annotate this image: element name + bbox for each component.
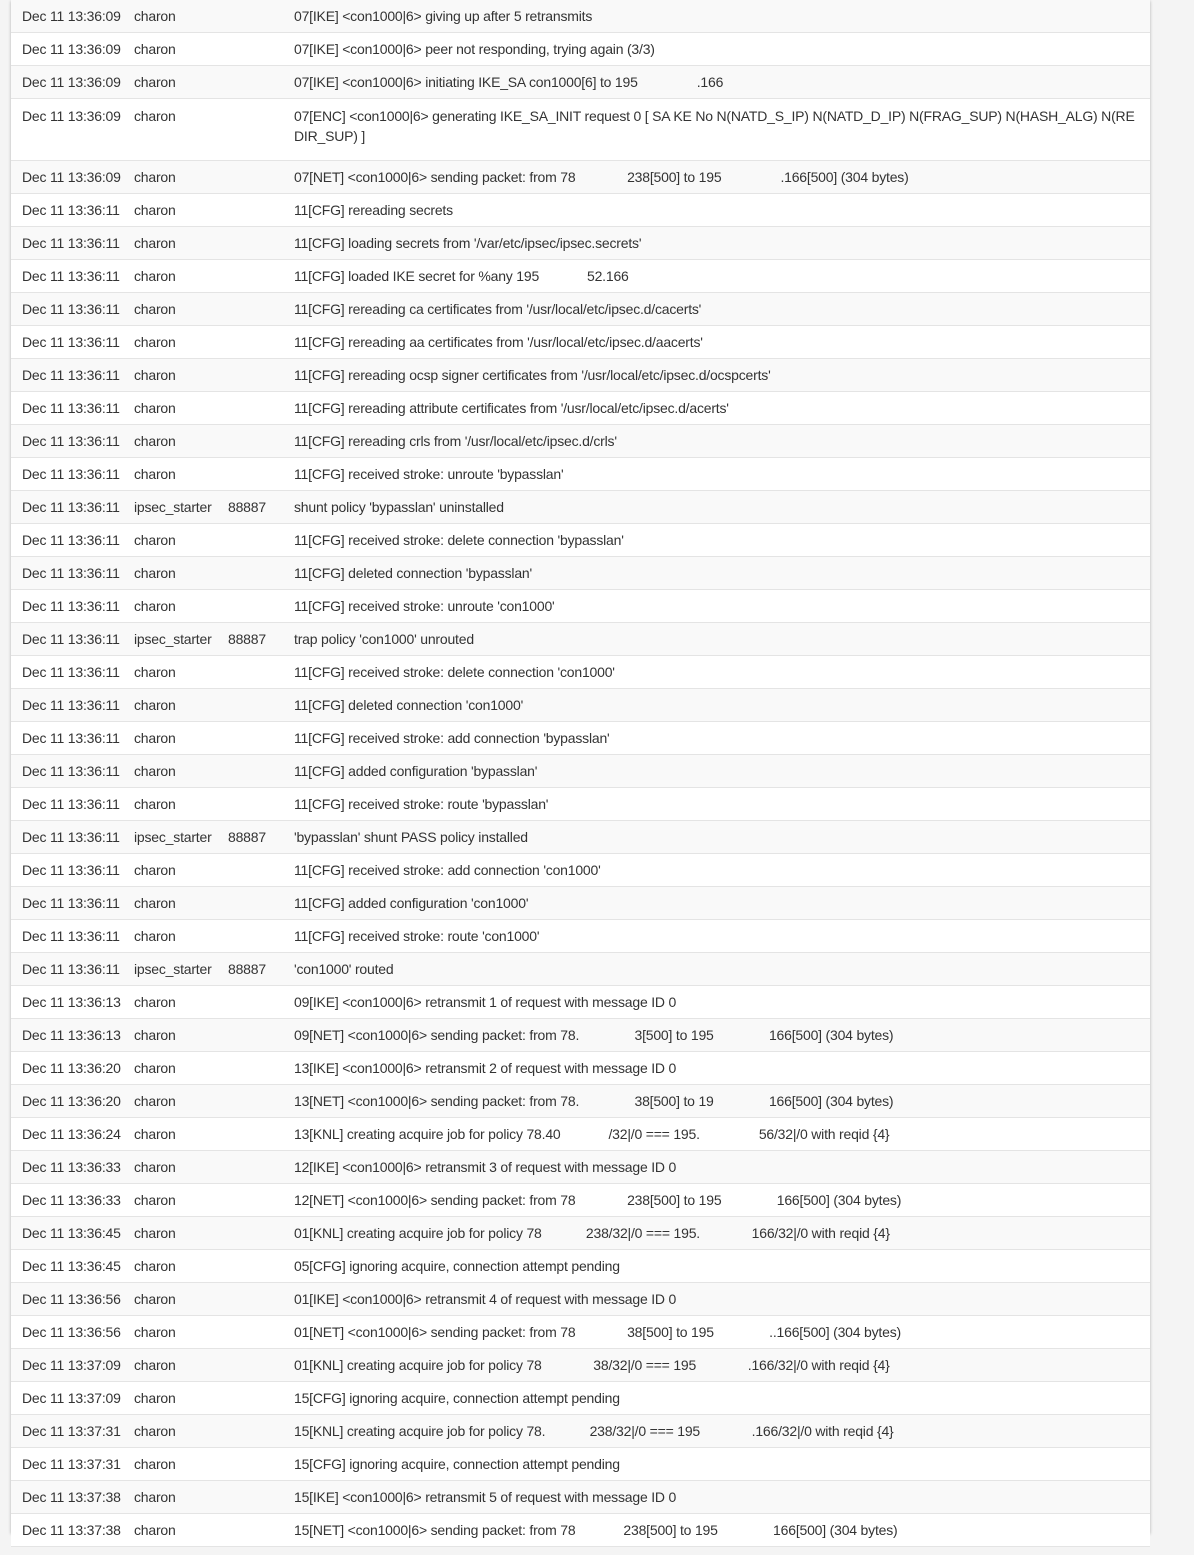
log-row: [11, 33, 1150, 66]
log-pid-cell: [228, 194, 294, 227]
log-panel: [11, 0, 1150, 1538]
log-time-cell: Dec 11 13:36:45: [22, 1258, 121, 1274]
log-time-cell: Dec 11 13:36:11: [22, 301, 120, 317]
log-row: [11, 491, 1150, 524]
log-row: [11, 887, 1150, 920]
log-pid-cell: [228, 1217, 294, 1250]
log-row: [11, 524, 1150, 557]
log-row: [11, 161, 1150, 194]
log-row: [11, 788, 1150, 821]
log-pid-cell: [228, 260, 294, 293]
log-message-cell: 11[CFG] received stroke: unroute 'con1000': [294, 598, 555, 614]
log-pid-cell: [228, 1316, 294, 1349]
log-process-cell: charon: [134, 1225, 176, 1241]
log-process-cell: charon: [134, 466, 176, 482]
log-message-cell: 07[NET] <con1000|6> sending packet: from 78 238[500] to 195 .166[500] (304 bytes): [294, 169, 909, 185]
log-process-cell: charon: [134, 400, 176, 416]
log-process-cell: charon: [134, 928, 176, 944]
log-pid-cell: [228, 524, 294, 557]
log-pid-cell: [228, 326, 294, 359]
log-pid-cell: [228, 1514, 294, 1547]
log-process-cell: charon: [134, 895, 176, 911]
log-row: [11, 0, 1150, 33]
log-process-cell: ipsec_starter: [134, 631, 212, 647]
log-message-cell: 15[CFG] ignoring acquire, connection attempt pending: [294, 1390, 620, 1406]
log-pid-cell: [228, 1118, 294, 1151]
log-process-cell: charon: [134, 268, 176, 284]
log-row: [11, 1382, 1150, 1415]
log-message-cell: 11[CFG] received stroke: route 'bypasslan': [294, 796, 549, 812]
log-time-cell: Dec 11 13:36:11: [22, 829, 120, 845]
log-time-cell: Dec 11 13:36:09: [22, 169, 121, 185]
log-message-cell: 01[IKE] <con1000|6> retransmit 4 of request with message ID 0: [294, 1291, 677, 1307]
log-row: [11, 1217, 1150, 1250]
log-row: [11, 1481, 1150, 1514]
log-row: [11, 623, 1150, 656]
log-message-cell: 15[NET] <con1000|6> sending packet: from 78 238[500] to 195 166[500] (304 bytes): [294, 1522, 898, 1538]
log-message-cell: 13[KNL] creating acquire job for policy 78.40 /32|/0 === 195. 56/32|/0 with reqid {4}: [294, 1126, 890, 1142]
log-message-cell: 15[KNL] creating acquire job for policy 78. 238/32|/0 === 195 .166/32|/0 with reqid {4}: [294, 1423, 894, 1439]
log-pid-cell: [228, 1085, 294, 1118]
log-pid-cell: [228, 722, 294, 755]
log-time-cell: Dec 11 13:36:11: [22, 433, 120, 449]
log-time-cell: Dec 11 13:36:56: [22, 1291, 121, 1307]
log-row: [11, 986, 1150, 1019]
log-pid-cell: [228, 0, 294, 33]
log-time-cell: Dec 11 13:36:56: [22, 1324, 121, 1340]
log-pid-cell: [228, 1283, 294, 1316]
log-time-cell: Dec 11 13:36:11: [22, 763, 120, 779]
log-time-cell: Dec 11 13:37:31: [22, 1456, 121, 1472]
log-message-cell: 15[CFG] ignoring acquire, connection attempt pending: [294, 1456, 620, 1472]
log-pid-cell: 88887: [228, 829, 266, 845]
log-table-body: [11, 0, 1150, 1547]
log-pid-cell: [228, 986, 294, 1019]
log-message-cell: 07[IKE] <con1000|6> giving up after 5 retransmits: [294, 8, 593, 24]
log-process-cell: charon: [134, 1159, 176, 1175]
log-time-cell: Dec 11 13:37:38: [22, 1489, 121, 1505]
log-time-cell: Dec 11 13:36:11: [22, 796, 120, 812]
log-message-cell: 01[NET] <con1000|6> sending packet: from 78 38[500] to 195 ..166[500] (304 bytes): [294, 1324, 901, 1340]
log-process-cell: charon: [134, 1093, 176, 1109]
log-row: [11, 392, 1150, 425]
log-pid-cell: [228, 425, 294, 458]
log-time-cell: Dec 11 13:36:11: [22, 400, 120, 416]
log-time-cell: Dec 11 13:37:31: [22, 1423, 121, 1439]
log-row: [11, 293, 1150, 326]
log-row: [11, 953, 1150, 986]
log-pid-cell: [228, 359, 294, 392]
log-message-cell: 11[CFG] rereading ca certificates from '/usr/local/etc/ipsec.d/cacerts': [294, 301, 702, 317]
log-process-cell: charon: [134, 1357, 176, 1373]
log-time-cell: Dec 11 13:36:11: [22, 367, 120, 383]
log-process-cell: charon: [134, 1192, 176, 1208]
log-time-cell: Dec 11 13:36:11: [22, 598, 120, 614]
log-time-cell: Dec 11 13:36:11: [22, 697, 120, 713]
log-time-cell: Dec 11 13:36:11: [22, 565, 120, 581]
log-message-cell: 11[CFG] added configuration 'bypasslan': [294, 763, 538, 779]
log-pid-cell: [228, 1415, 294, 1448]
log-message-cell: shunt policy 'bypasslan' uninstalled: [294, 499, 504, 515]
log-row: [11, 1316, 1150, 1349]
log-time-cell: Dec 11 13:36:33: [22, 1159, 121, 1175]
log-row: [11, 590, 1150, 623]
log-time-cell: Dec 11 13:36:11: [22, 862, 120, 878]
log-process-cell: ipsec_starter: [134, 829, 212, 845]
log-time-cell: Dec 11 13:36:45: [22, 1225, 121, 1241]
log-time-cell: Dec 11 13:36:11: [22, 664, 120, 680]
log-process-cell: charon: [134, 1489, 176, 1505]
log-pid-cell: [228, 1349, 294, 1382]
log-table: [11, 0, 1150, 1547]
log-time-cell: Dec 11 13:36:09: [22, 108, 121, 124]
log-process-cell: charon: [134, 41, 176, 57]
log-row: [11, 656, 1150, 689]
log-time-cell: Dec 11 13:36:11: [22, 499, 120, 515]
log-time-cell: Dec 11 13:36:13: [22, 994, 121, 1010]
log-pid-cell: [228, 293, 294, 326]
log-time-cell: Dec 11 13:36:13: [22, 1027, 121, 1043]
log-process-cell: charon: [134, 202, 176, 218]
log-row: [11, 1448, 1150, 1481]
log-time-cell: Dec 11 13:36:11: [22, 730, 120, 746]
log-message-cell: 'con1000' routed: [294, 961, 394, 977]
log-pid-cell: [228, 920, 294, 953]
log-message-cell: 13[IKE] <con1000|6> retransmit 2 of request with message ID 0: [294, 1060, 677, 1076]
log-pid-cell: [228, 854, 294, 887]
log-pid-cell: 88887: [228, 961, 266, 977]
log-process-cell: charon: [134, 301, 176, 317]
log-row: [11, 1151, 1150, 1184]
log-message-cell: 11[CFG] received stroke: add connection 'bypasslan': [294, 730, 610, 746]
log-process-cell: charon: [134, 763, 176, 779]
log-process-cell: charon: [134, 169, 176, 185]
log-time-cell: Dec 11 13:36:09: [22, 8, 121, 24]
log-message-cell: 07[IKE] <con1000|6> peer not responding, trying again (3/3): [294, 41, 655, 57]
log-time-cell: Dec 11 13:36:11: [22, 532, 120, 548]
log-row: [11, 227, 1150, 260]
log-pid-cell: [228, 1250, 294, 1283]
log-time-cell: Dec 11 13:36:11: [22, 235, 120, 251]
log-message-cell: 11[CFG] rereading ocsp signer certificates from '/usr/local/etc/ipsec.d/ocspcerts': [294, 367, 771, 383]
log-row: [11, 1085, 1150, 1118]
log-message-cell: 11[CFG] received stroke: unroute 'bypasslan': [294, 466, 564, 482]
log-row: [11, 66, 1150, 99]
log-pid-cell: [228, 689, 294, 722]
log-process-cell: charon: [134, 532, 176, 548]
log-time-cell: Dec 11 13:36:09: [22, 74, 121, 90]
log-process-cell: charon: [134, 697, 176, 713]
log-process-cell: charon: [134, 1522, 176, 1538]
log-pid-cell: [228, 590, 294, 623]
log-process-cell: charon: [134, 1291, 176, 1307]
log-pid-cell: [228, 33, 294, 66]
log-row: [11, 425, 1150, 458]
log-time-cell: Dec 11 13:36:33: [22, 1192, 121, 1208]
log-pid-cell: [228, 161, 294, 194]
log-time-cell: Dec 11 13:36:11: [22, 895, 120, 911]
log-time-cell: Dec 11 13:36:11: [22, 466, 120, 482]
log-process-cell: charon: [134, 334, 176, 350]
log-message-cell: 13[NET] <con1000|6> sending packet: from 78. 38[500] to 19 166[500] (304 bytes): [294, 1093, 894, 1109]
log-time-cell: Dec 11 13:36:11: [22, 928, 120, 944]
log-row: [11, 359, 1150, 392]
log-message-cell: 11[CFG] rereading secrets: [294, 202, 453, 218]
log-message-cell: 11[CFG] added configuration 'con1000': [294, 895, 529, 911]
log-row: [11, 689, 1150, 722]
log-message-cell: trap policy 'con1000' unrouted: [294, 631, 474, 647]
log-process-cell: charon: [134, 367, 176, 383]
log-process-cell: charon: [134, 8, 176, 24]
log-process-cell: charon: [134, 433, 176, 449]
log-time-cell: Dec 11 13:36:11: [22, 334, 120, 350]
log-time-cell: Dec 11 13:37:38: [22, 1522, 121, 1538]
log-row: [11, 99, 1150, 161]
log-row: [11, 920, 1150, 953]
log-message-cell: 11[CFG] rereading crls from '/usr/local/etc/ipsec.d/crls': [294, 433, 617, 449]
log-row: [11, 557, 1150, 590]
log-pid-cell: [228, 656, 294, 689]
log-pid-cell: [228, 392, 294, 425]
log-process-cell: charon: [134, 1258, 176, 1274]
log-message-cell: 11[CFG] received stroke: delete connection 'bypasslan': [294, 532, 624, 548]
log-time-cell: Dec 11 13:36:11: [22, 202, 120, 218]
log-process-cell: charon: [134, 1423, 176, 1439]
log-row: [11, 755, 1150, 788]
log-pid-cell: [228, 1184, 294, 1217]
log-message-cell: 'bypasslan' shunt PASS policy installed: [294, 829, 528, 845]
log-pid-cell: [228, 1019, 294, 1052]
log-message-cell: 09[NET] <con1000|6> sending packet: from 78. 3[500] to 195 166[500] (304 bytes): [294, 1027, 894, 1043]
log-process-cell: charon: [134, 1324, 176, 1340]
log-process-cell: charon: [134, 74, 176, 90]
log-process-cell: charon: [134, 730, 176, 746]
log-pid-cell: [228, 788, 294, 821]
log-message-cell: 11[CFG] deleted connection 'bypasslan': [294, 565, 532, 581]
log-row: [11, 458, 1150, 491]
log-pid-cell: [228, 755, 294, 788]
log-time-cell: Dec 11 13:36:11: [22, 961, 120, 977]
log-process-cell: charon: [134, 796, 176, 812]
log-process-cell: charon: [134, 1456, 176, 1472]
log-message-cell: 09[IKE] <con1000|6> retransmit 1 of request with message ID 0: [294, 994, 677, 1010]
log-row: [11, 821, 1150, 854]
log-message-cell: 11[CFG] loaded IKE secret for %any 195 52.166: [294, 268, 629, 284]
log-time-cell: Dec 11 13:36:24: [22, 1126, 121, 1142]
log-message-cell: 11[CFG] deleted connection 'con1000': [294, 697, 524, 713]
log-time-cell: Dec 11 13:36:20: [22, 1060, 121, 1076]
log-message-cell: 11[CFG] received stroke: add connection 'con1000': [294, 862, 601, 878]
log-message-cell: 12[NET] <con1000|6> sending packet: from 78 238[500] to 195 166[500] (304 bytes): [294, 1192, 902, 1208]
log-pid-cell: [228, 458, 294, 491]
log-pid-cell: [228, 1052, 294, 1085]
log-pid-cell: [228, 1151, 294, 1184]
log-time-cell: Dec 11 13:36:20: [22, 1093, 121, 1109]
log-process-cell: charon: [134, 235, 176, 251]
log-row: [11, 326, 1150, 359]
log-row: [11, 1052, 1150, 1085]
log-time-cell: Dec 11 13:37:09: [22, 1357, 121, 1373]
log-process-cell: ipsec_starter: [134, 499, 212, 515]
log-process-cell: charon: [134, 862, 176, 878]
log-row: [11, 1019, 1150, 1052]
log-message-cell: 15[IKE] <con1000|6> retransmit 5 of request with message ID 0: [294, 1489, 677, 1505]
log-pid-cell: [228, 887, 294, 920]
log-pid-cell: [228, 227, 294, 260]
log-process-cell: charon: [134, 1060, 176, 1076]
log-message-cell: 11[CFG] rereading attribute certificates from '/usr/local/etc/ipsec.d/acerts': [294, 400, 729, 416]
log-row: [11, 854, 1150, 887]
log-row: [11, 194, 1150, 227]
log-message-cell: 11[CFG] received stroke: route 'con1000': [294, 928, 540, 944]
log-row: [11, 1415, 1150, 1448]
log-process-cell: charon: [134, 1027, 176, 1043]
log-pid-cell: [228, 66, 294, 99]
log-time-cell: Dec 11 13:37:09: [22, 1390, 121, 1406]
log-message-cell: 01[KNL] creating acquire job for policy 78 238/32|/0 === 195. 166/32|/0 with reqid {4}: [294, 1225, 890, 1241]
log-pid-cell: [228, 1481, 294, 1514]
log-time-cell: Dec 11 13:36:11: [22, 631, 120, 647]
log-time-cell: Dec 11 13:36:11: [22, 268, 120, 284]
log-row: [11, 1250, 1150, 1283]
log-row: [11, 1118, 1150, 1151]
log-row: [11, 722, 1150, 755]
log-process-cell: charon: [134, 108, 176, 124]
log-row: [11, 1283, 1150, 1316]
log-pid-cell: [228, 99, 294, 161]
log-process-cell: charon: [134, 565, 176, 581]
log-message-cell: 11[CFG] loading secrets from '/var/etc/ipsec/ipsec.secrets': [294, 235, 642, 251]
log-message-cell: 07[ENC] <con1000|6> generating IKE_SA_INIT request 0 [ SA KE No N(NATD_S_IP) N(NATD_D_IP) N(FRAG_SUP) N(HASH_ALG) N(REDIR_SUP) ]: [294, 108, 1135, 144]
log-message-cell: 11[CFG] received stroke: delete connection 'con1000': [294, 664, 615, 680]
log-pid-cell: 88887: [228, 631, 266, 647]
log-process-cell: charon: [134, 598, 176, 614]
log-process-cell: charon: [134, 664, 176, 680]
log-time-cell: Dec 11 13:36:09: [22, 41, 121, 57]
log-process-cell: charon: [134, 994, 176, 1010]
log-pid-cell: [228, 1448, 294, 1481]
log-message-cell: 07[IKE] <con1000|6> initiating IKE_SA con1000[6] to 195 .166: [294, 74, 724, 90]
log-process-cell: ipsec_starter: [134, 961, 212, 977]
log-message-cell: 01[KNL] creating acquire job for policy 78 38/32|/0 === 195 .166/32|/0 with reqid {4}: [294, 1357, 890, 1373]
log-pid-cell: [228, 1382, 294, 1415]
log-process-cell: charon: [134, 1126, 176, 1142]
log-message-cell: 11[CFG] rereading aa certificates from '/usr/local/etc/ipsec.d/aacerts': [294, 334, 703, 350]
log-message-cell: 12[IKE] <con1000|6> retransmit 3 of request with message ID 0: [294, 1159, 677, 1175]
log-process-cell: charon: [134, 1390, 176, 1406]
log-row: [11, 1184, 1150, 1217]
log-row: [11, 1514, 1150, 1547]
log-pid-cell: 88887: [228, 499, 266, 515]
log-pid-cell: [228, 557, 294, 590]
log-message-cell: 05[CFG] ignoring acquire, connection attempt pending: [294, 1258, 620, 1274]
log-row: [11, 1349, 1150, 1382]
log-row: [11, 260, 1150, 293]
